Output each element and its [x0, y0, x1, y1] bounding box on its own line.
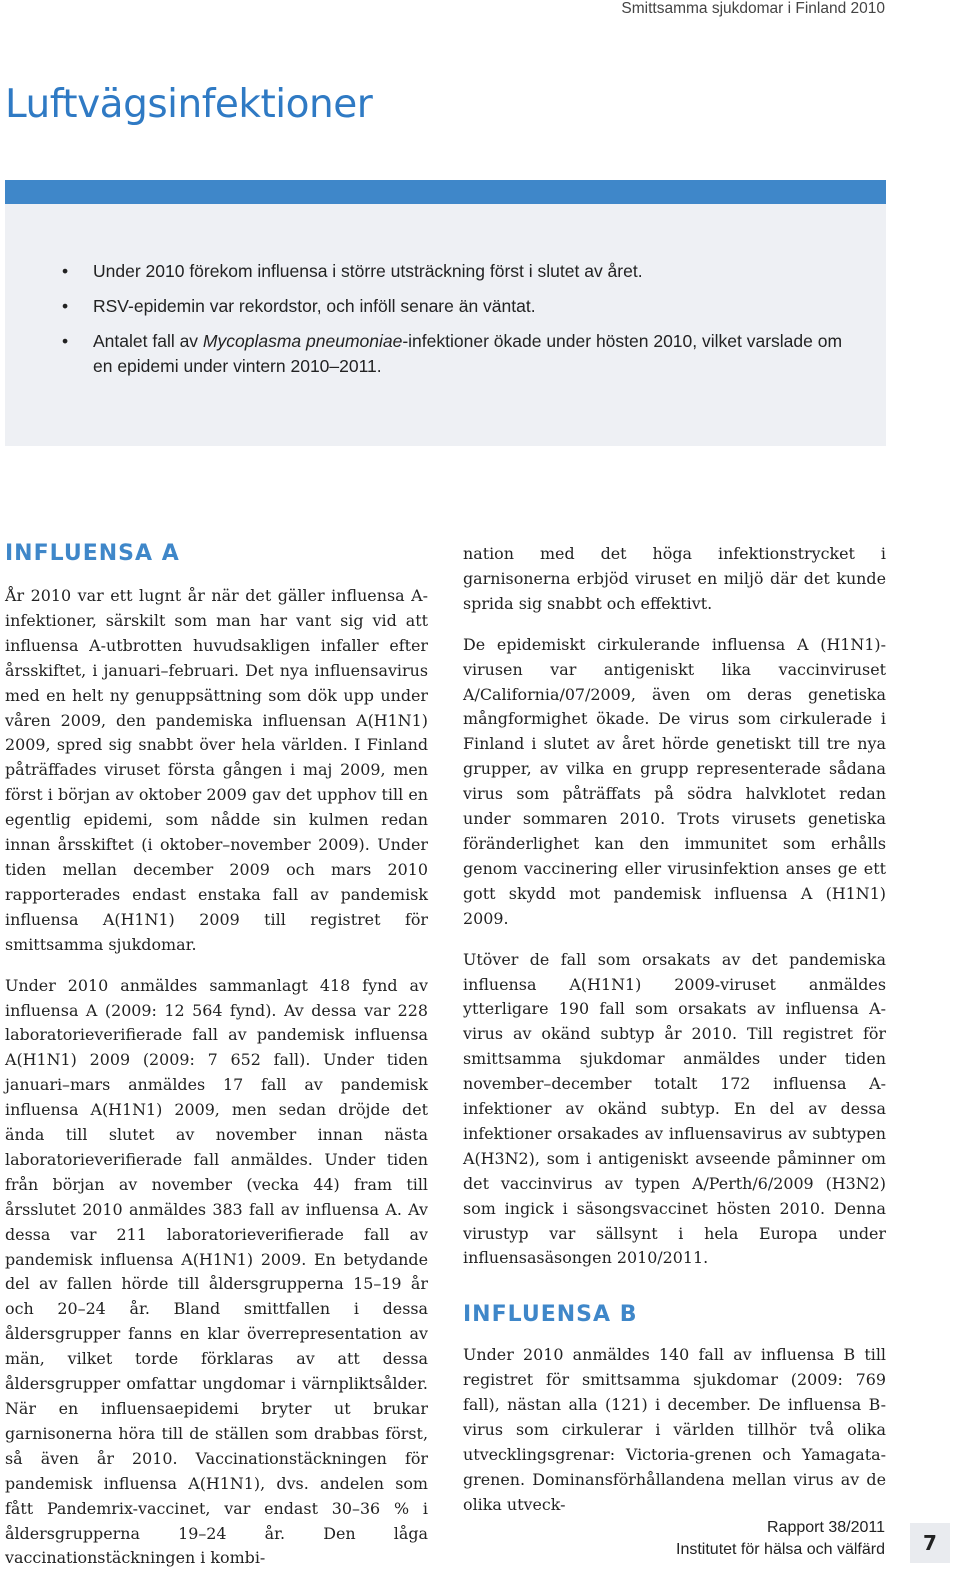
bullet-dot-icon: •	[62, 296, 69, 316]
summary-bullet-text-pre: Antalet fall av	[93, 331, 203, 351]
summary-bullet-1	[5, 259, 886, 284]
left-column	[5, 540, 428, 1587]
section-heading-influensa-a: INFLUENSA A	[5, 541, 180, 566]
summary-bullet-3	[5, 329, 886, 379]
summary-bullet-text-post: -infektioner ökade under hösten 2010, vilket varslade om en epidemi under vintern 2010–2011.	[93, 331, 843, 376]
right-column	[463, 542, 886, 1534]
page-title: Luftvägsinfektioner	[5, 82, 373, 127]
summary-bullet-text	[93, 331, 842, 376]
report-number: Rapport 38/2011	[766, 1519, 885, 1536]
bullet-dot-icon: •	[62, 331, 69, 351]
running-header: Smittsamma sjukdomar i Finland 2010	[621, 0, 885, 17]
body-paragraph: Under 2010 anmäldes 140 fall av influensa B till registret för smittsamma sjukdomar (2009: 769 fall), nästan alla (121) i december. De influensa B-virus som cirkulerar i världen tillhör två olika utvecklingsgrenar: Victoria-grenen och Yamagata-grenen. Dominansförhållandena mellan virus av de olika utveck-	[463, 1345, 886, 1514]
page-number: 7	[910, 1523, 950, 1563]
body-paragraph: År 2010 var ett lugnt år när det gäller influensa A-infektioner, särskilt som man har vant sig vid att influensa A-utbrotten huvudsakligen infaller efter årsskiftet, i januari–februari. Det nya influensavirus med en helt ny genuppsättning som dök upp under våren 2009, den pandemiska influensan A(H1N1) 2009, spred sig snabbt över hela världen. I Finland påträffades viruset första gången i maj 2009, men först i början av oktober 2009 gav det upphov till en egentlig epidemi, som nådde sin kulmen redan innan årsskiftet (i oktober–november 2009). Under tiden mellan december 2009 och mars 2010 rapporterades endast enstaka fall av pandemisk influensa A(H1N1) 2009 till registret för smittsamma sjukdomar.	[5, 586, 428, 954]
species-name: Mycoplasma pneumoniae	[202, 331, 403, 351]
body-paragraph: nation med det höga infektionstrycket i garnisonerna erbjöd viruset en miljö där det kunde sprida sig snabbt och effektivt.	[463, 544, 886, 613]
body-paragraph: Utöver de fall som orsakats av det pandemiska influensa A(H1N1) 2009-viruset anmäldes ytterligare 190 fall som orsakats av influensa A-virus av okänd subtyp år 2010. Till registret för smittsamma sjukdomar anmäldes under tiden november–december totalt 172 influensa A-infektioner av okänd subtyp. En del av dessa infektioner orsakades av influensavirus av subtypen A(H3N2), som i antigeniskt avseende påminner om det vaccinvirus av typen A/Perth/6/2009 (H3N2) som ingick i säsongsvaccinet hösten 2010. Denna virustyp var sällsynt i hela Europa under influensasäsongen 2010/2011.	[463, 949, 886, 1268]
institute-name: Institutet för hälsa och välfärd	[676, 1541, 885, 1558]
summary-bullet-text: Under 2010 förekom influensa i större utsträckning först i slutet av året.	[93, 261, 643, 281]
summary-bullet-2	[5, 294, 886, 319]
footer	[676, 1517, 885, 1561]
summary-header-band	[5, 180, 886, 204]
bullet-dot-icon: •	[62, 261, 69, 281]
summary-list	[5, 259, 886, 389]
summary-bullet-text: RSV-epidemin var rekordstor, och inföll senare än väntat.	[93, 296, 536, 316]
summary-box	[5, 204, 886, 446]
section-heading-influensa-b: INFLUENSA B	[463, 1302, 638, 1328]
body-paragraph: De epidemiskt cirkulerande influensa A (H1N1)-virusen var antigeniskt lika vaccinviruset A/California/07/2009, även om deras genetiska mångformighet ökade. De virus som cirkulerade i Finland i slutet av året hörde genetiskt till tre nya grupper, av vilka en grupp representerade sådana virus som påträffats på södra halvklotet redan under sommaren 2010. Trots virusets genetiska föränderlighet kan den immunitet som erhålls genom vaccinering eller virusinfektion anses ge ett gott skydd mot pandemisk influensa A (H1N1) 2009.	[463, 634, 886, 928]
body-paragraph: Under 2010 anmäldes sammanlagt 418 fynd av influensa A (2009: 12 564 fynd). Av dessa var 228 laboratorieverifierade fall av pandemisk influensa A(H1N1) 2009 (2009: 7 652 fall). Under tiden januari–mars anmäldes 17 fall av pandemisk influensa A(H1N1) 2009, men sedan dröjde det ända till slutet av november innan nästa laboratorieverifierade fall anmäldes. Under tiden från början av november (vecka 44) fram till årsslutet 2010 anmäldes 383 fall av influensa A. Av dessa var 211 laboratorieverifierade fall av pandemisk influensa A(H1N1) 2009. En betydande del av fallen hörde till åldersgrupperna 15–19 år och 20–24 år. Bland smittfallen i dessa åldersgrupper fanns en klar överrepresentation av män, vilket torde förklaras av att dessa åldersgrupper omfattar ungdomar i värnpliktsålder. När en influensaepidemi bryter ut brukar garnisonerna höra till de ställen som drabbas först, så även år 2010. Vaccinationstäckningen för pandemisk influensa A(H1N1), dvs. andelen som fått Pandemrix-vaccinet, var endast 30–36 % i åldersgrupperna 19–24 år. Den låga vaccinationstäckningen i kombi-	[5, 975, 428, 1568]
